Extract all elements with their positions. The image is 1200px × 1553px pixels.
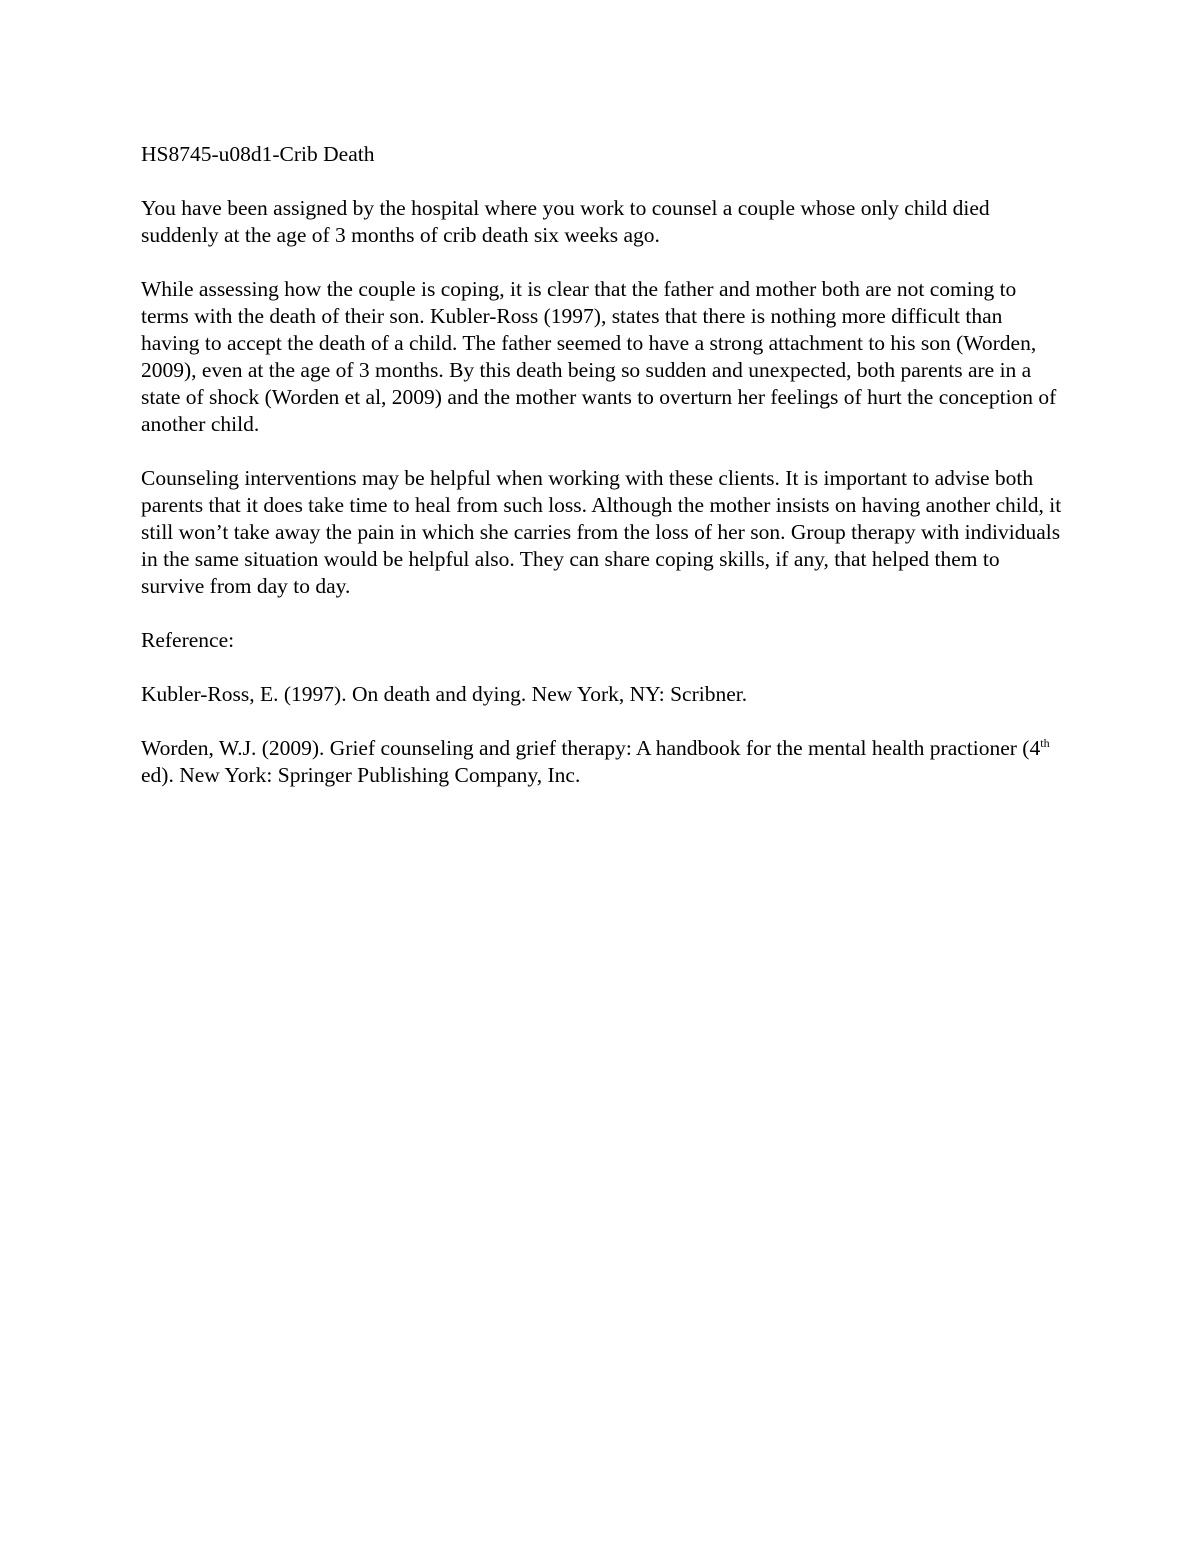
reference-worden-text-end: ed). New York: Springer Publishing Company, Inc. [141,763,581,787]
ordinal-superscript: th [1040,735,1050,750]
reference-kubler-ross: Kubler-Ross, E. (1997). On death and dying. New York, NY: Scribner. [141,682,748,706]
document-body [141,141,1066,816]
reference-worden-text: Worden, W.J. (2009). Grief counseling and grief therapy: A handbook for the mental health practioner (4 [141,736,1041,760]
document-title: HS8745-u08d1-Crib Death [141,142,375,166]
reference-worden [141,735,1066,789]
paragraph-assignment: You have been assigned by the hospital where you work to counsel a couple whose only child died suddenly at the age of 3 months of crib death six weeks ago. [141,196,990,247]
reference-heading: Reference: [141,628,235,652]
paragraph-interventions: Counseling interventions may be helpful when working with these clients. It is important to advise both parents that it does take time to heal from such loss. Although the mother insists on having another child, it still won’t take away the pain in which she carries from the loss of her son. Group therapy with individuals in the same situation would be helpful also. They can share coping skills, if any, that helped them to survive from day to day. [141,466,1062,598]
paragraph-assessment: While assessing how the couple is coping, it is clear that the father and mother both are not coming to terms with the death of their son. Kubler-Ross (1997), states that there is nothing more difficult than having to accept the death of a child. The father seemed to have a strong attachment to his son (Worden, 2009), even at the age of 3 months. By this death being so sudden and unexpected, both parents are in a state of shock (Worden et al, 2009) and the mother wants to overturn her feelings of hurt the conception of another child. [141,277,1057,436]
